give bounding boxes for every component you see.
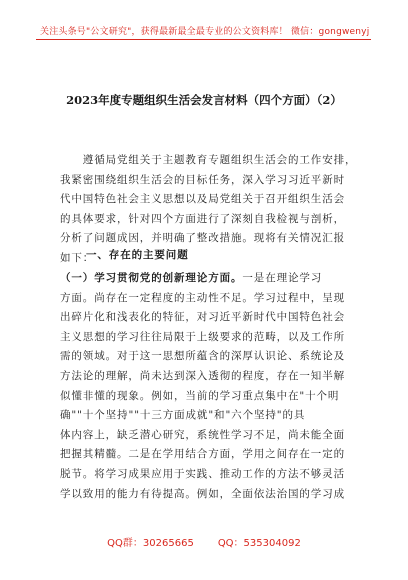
section-1-line: 脱节。将学习成果应用于实践、推动工作的方法不够灵活 [60, 467, 345, 480]
footer-qq-group: QQ群：30265665 [107, 538, 194, 549]
section-1-line: 主义思想的学习往往局限于上级要求的范畴，以及工作所 [60, 330, 345, 343]
intro-line: 分析了问题成因，并明确了整改措施。现将有关情况汇报 [60, 232, 345, 245]
section-1-line: 方面。尚存在一定程度的主动性不足。学习过程中，呈现 [60, 291, 345, 304]
section-1-line: 学以致用的能力有待提高。例如，全面依法治国的学习成 [60, 487, 345, 500]
section-1-line: 出碎片化和浅表化的特征，对习近平新时代中国特色社会 [60, 311, 345, 324]
section-1-line: 把握其精髓。二是在学用结合方面，学用之间存在一定的 [60, 448, 345, 461]
intro-line: 的具体要求，针对四个方面进行了深刻自我检视与剖析， [60, 212, 345, 225]
section-1-line: 方法论的理解，尚未达到深入透彻的程度，存在一知半解 [60, 369, 345, 382]
intro-line: 代中国特色社会主义思想以及局党组关于召开组织生活会 [60, 193, 345, 206]
section-1-line: 体内容上，缺乏潜心研究，系统性学习不足，尚未能全面 [60, 428, 345, 441]
section-1-paragraph [60, 269, 365, 504]
document-title: 2023年度专题组织生活会发言材料（四个方面）（2） [66, 93, 342, 107]
footer-contact [0, 534, 408, 549]
footer-qq: QQ：535304092 [217, 538, 301, 549]
section-1-first-line-text: 一是在理论学习 [242, 272, 323, 284]
section-1-line: 确""十个坚持""十三方面成就"和"六个坚持"的具 [60, 409, 306, 422]
subsection-heading: （一）学习贯彻党的创新理论方面。 [60, 272, 243, 284]
intro-line: 如下： [60, 251, 95, 264]
intro-line: 遵循局党组关于主题教育专题组织生活会的工作安排， [60, 154, 357, 166]
section-1-line: 需的领域。对于这一思想所蕴含的深厚认识论、系统论及 [60, 350, 345, 363]
header-banner: 关注头条号"公文研究"，获得最新最全最专业的公文资料库！ 微信：gongwenyj [40, 27, 370, 37]
section-heading: 一、存在的主要问题 [86, 249, 189, 261]
header-divider [36, 39, 371, 40]
intro-line: 我紧密围绕组织生活会的目标任务，深入学习习近平新时 [60, 173, 345, 186]
section-1-line: 似懂非懂的现象。例如，当前的学习重点集中在"十个明 [60, 389, 340, 402]
section-1-first-line [60, 269, 365, 289]
